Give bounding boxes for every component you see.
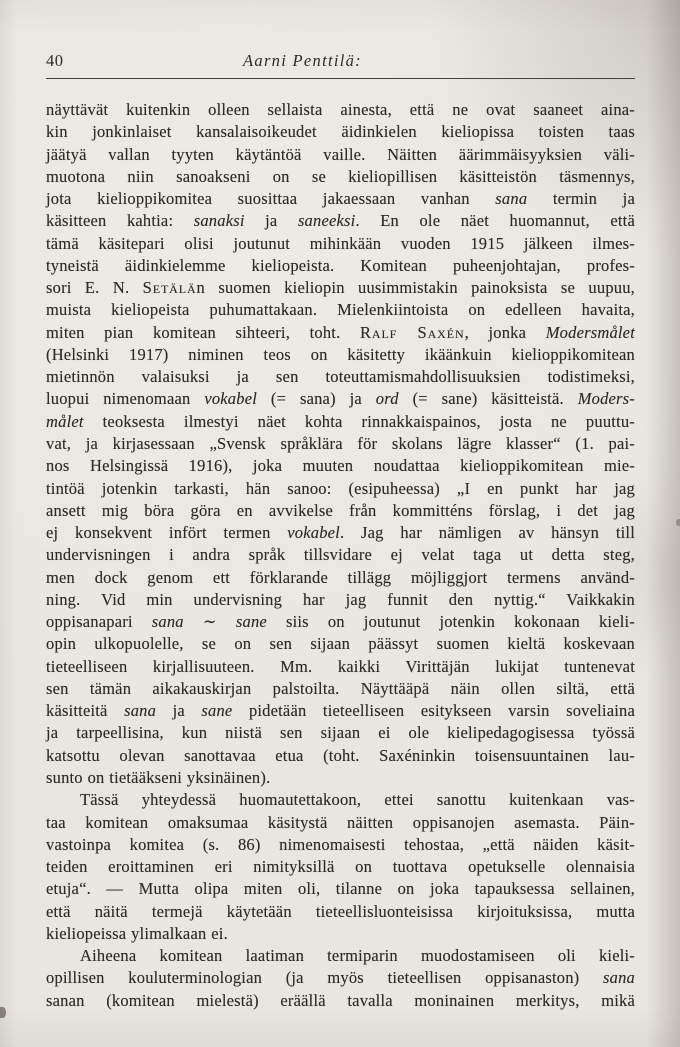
text-line (46, 255, 635, 277)
text-segment: ja tarpeellisina, kun niistä sen sijaan ei ole kielipedagogisessa työssä (46, 723, 635, 743)
text-segment: Aiheena komitean laatiman termiparin muodostamiseen oli kieli- (80, 946, 635, 966)
text-segment: termin ja (527, 189, 635, 209)
text-line (46, 878, 635, 900)
text-segment: n suomen kieliopin uusimmistakin painoksista se uupuu, (196, 278, 635, 298)
italic-term: sane (201, 701, 233, 721)
text-segment: siis on joutunut jotenkin kokonaan kieli- (266, 612, 635, 632)
text-segment: tämä käsitepari olisi joutunut mihinkään vuoden 1915 jälkeen ilmes- (46, 233, 635, 253)
text-segment: nos Helsingissä 1916), joka muuten noudattaa kielioppikomitean mie- (46, 456, 635, 476)
text-segment: näyttävät kuitenkin olleen sellaista ainesta, että ne ovat saaneet aina- (46, 100, 635, 119)
text-line (46, 188, 635, 210)
text-segment: tyneistä äidinkielemme kieliopeista. Komitean puheenjohtajan, profes- (46, 255, 635, 275)
text-line (46, 233, 635, 255)
text-line (46, 478, 635, 500)
italic-term: sana ∼ sane (151, 612, 267, 632)
italic-term: sana (495, 189, 528, 209)
text-line (46, 121, 635, 143)
text-segment: kin jonkinlaiset kansalaisoikeudet äidinkielen kieliopissa toisten taas (46, 122, 635, 142)
text-line (46, 633, 635, 655)
text-segment: kieliopeissa ylimalkaan ei. (46, 923, 228, 943)
text-segment: (= sana) ja (257, 389, 376, 409)
text-segment: tieteelliseen kirjallisuuteen. Mm. kaikki Virittäjän lukijat tuntenevat (46, 656, 635, 676)
text-segment: undervisningen i andra språk tillsvidare ej velat taga ut detta steg, (46, 545, 635, 565)
text-line (46, 812, 635, 834)
text-segment: katsottu olevan sanottavaa etua (toht. Saxéninkin toisensuuntainen lau- (46, 745, 635, 765)
italic-term: målet (46, 411, 84, 431)
text-segment: sunto on tietääkseni yksinäinen). (46, 767, 271, 787)
text-line (46, 656, 635, 678)
text-line (46, 522, 635, 544)
text-line (46, 544, 635, 566)
text-line (46, 322, 635, 344)
text-segment: jota kielioppikomitea suosittaa jakaessaan vanhan (46, 189, 496, 209)
text-line (46, 99, 635, 121)
text-segment: muista kieliopeista puhumattakaan. Mielenkiintoista on edelleen havaita, (46, 300, 635, 320)
text-line (46, 856, 635, 878)
smallcaps-name: Ralf Saxén (359, 322, 465, 342)
smallcaps-name: Setälä (142, 278, 197, 298)
text-segment: . Jag har nämligen av hänsyn till (339, 523, 635, 543)
text-line (46, 589, 635, 611)
running-head-author: Aarni Penttilä: (243, 51, 362, 70)
text-segment: luopui nimenomaan (46, 389, 205, 409)
text-segment: muotona niin sanoakseni on se kieliopillisen käsitteistön täsmennys, (46, 166, 635, 186)
text-segment: (Helsinki 1917) niminen teos on käsitetty ikäänkuin kielioppikomitean (46, 344, 635, 364)
text-segment: Tässä yhteydessä huomautettakoon, ettei sanottu kuitenkaan vas- (80, 790, 635, 810)
text-line (46, 366, 635, 388)
text-segment: tintöä jotenkin tarkasti, hän sanoo: (esipuheessa) „I en punkt har jag (46, 478, 635, 498)
italic-term: sana (124, 701, 157, 721)
text-line (46, 411, 635, 433)
text-segment: sen tämän aikakauskirjan palstoilta. Näyttääpä näin ollen siltä, että (46, 678, 635, 698)
text-line (46, 433, 635, 455)
text-line (46, 722, 635, 744)
text-line (46, 901, 635, 923)
text-segment: ja (244, 211, 298, 231)
text-line (46, 455, 635, 477)
text-segment: . En ole näet huomannut, että (355, 211, 635, 231)
page-header (46, 51, 635, 71)
text-segment: etuja“. — Mutta olipa miten oli, tilanne on joka tapauksessa sellainen, (46, 879, 635, 899)
text-line (46, 144, 635, 166)
text-line (46, 990, 635, 1012)
text-line (46, 678, 635, 700)
text-line (46, 967, 635, 989)
text-line (46, 166, 635, 188)
text-segment: pidetään tieteelliseen esitykseen varsin soveliaina (232, 701, 635, 721)
text-segment: miten pian komitean sihteeri, toht. (46, 322, 360, 342)
text-line (46, 388, 635, 410)
italic-term: saneeksi (297, 211, 356, 231)
text-segment: sori E. N. (46, 278, 143, 298)
header-rule (46, 78, 635, 79)
text-segment: opillisen kouluterminologian (ja myös tieteellisen oppisanaston) (46, 968, 604, 988)
page-number: 40 (46, 51, 64, 70)
text-segment: taa komitean omaksumaa käsitystä näitten oppisanojen asemasta. Päin- (46, 812, 635, 832)
text-segment: teiden eroittaminen eri nimityksillä on tuottava opetukselle olennaisia (46, 857, 635, 877)
text-segment: men dock genom ett förklarande tillägg möjliggjort termens använd- (46, 567, 635, 587)
italic-term: Moders- (577, 389, 635, 409)
text-segment: vastoinpa komitea (s. 86) nimenomaisesti tehostaa, „että näiden käsit- (46, 834, 635, 854)
text-segment: ansett mig böra göra en avvikelse från kommitténs förslag, i det jag (46, 500, 635, 520)
text-segment: käsitteen kahtia: (46, 211, 194, 231)
text-segment: mietinnön valaisuksi ja sen toteuttamismahdollisuuksien todistimeksi, (46, 367, 635, 387)
text-segment: käsitteitä (46, 701, 125, 721)
scan-artifact-left (0, 1007, 6, 1018)
italic-term: sana (603, 968, 635, 988)
text-segment: , jonka (464, 322, 546, 342)
text-segment: opin ulkopuolelle, se on sen sijaan päässyt suomen kieltä koskevaan (46, 634, 635, 654)
text-line (46, 611, 635, 633)
text-segment: ja (156, 701, 202, 721)
text-line (46, 210, 635, 232)
text-segment: jäätyä vallan tyyten käytäntöä vaille. Näitten äärimmäisyyksien väli- (46, 144, 635, 164)
text-line (46, 834, 635, 856)
text-segment: ej konsekvent infört termen (46, 523, 288, 543)
text-line (46, 923, 635, 945)
text-line (46, 500, 635, 522)
text-line (46, 767, 635, 789)
text-segment: ning. Vid min undervisning har jag funnit den nyttig.“ Vaikkakin (46, 589, 635, 609)
text-segment: (= sane) käsitteistä. (398, 389, 578, 409)
text-line (46, 700, 635, 722)
text-line (46, 789, 635, 811)
text-line (46, 299, 635, 321)
text-line (46, 344, 635, 366)
text-segment: vat, ja kirjasessaan „Svensk språklära för skolans lägre klasser“ (1. pai- (46, 433, 635, 453)
text-line (46, 567, 635, 589)
text-line (46, 945, 635, 967)
scan-artifact-right (676, 519, 680, 526)
text-segment: sanan (komitean mielestä) eräällä tavalla moninainen merkitys, mikä (46, 990, 635, 1010)
article-text-body (46, 99, 635, 1012)
italic-term: vokabel (204, 389, 258, 409)
italic-term: sanaksi (193, 211, 245, 231)
text-segment: teoksesta ilmestyi näet kohta rinnakkaispainos, josta ne puuttu- (83, 411, 635, 431)
italic-term: Modersmålet (545, 322, 635, 342)
text-segment: että näitä termejä käytetään tieteellisluonteisissa kirjoituksissa, mutta (46, 901, 635, 921)
text-segment: oppisanapari (46, 612, 152, 632)
italic-term: ord (375, 389, 399, 409)
text-line (46, 745, 635, 767)
italic-term: vokabel (287, 523, 340, 543)
text-line (46, 277, 635, 299)
